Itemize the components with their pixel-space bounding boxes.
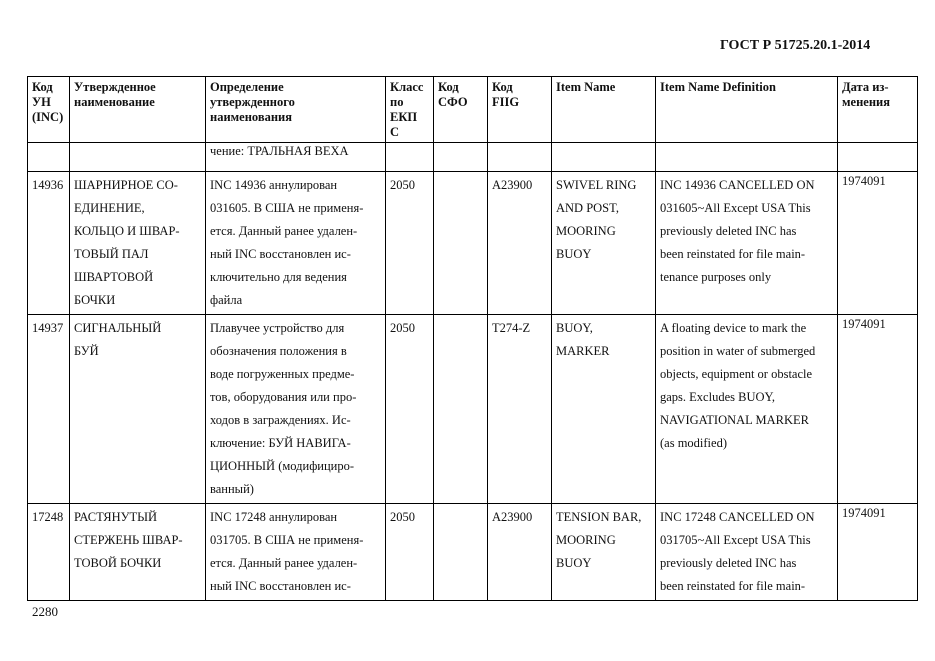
- col-header-item-name: Item Name: [552, 77, 656, 143]
- item-name-cell: BUOY, MARKER: [552, 315, 656, 504]
- definition-cell: INC 14936 аннулирован 031605. В США не применя- ется. Данный ранее удален- ный INC восстановлен ис- ключительно для ведения файла: [206, 172, 386, 315]
- approved-name-cell: РАСТЯНУТЫЙ СТЕРЖЕНЬ ШВАР- ТОВОЙ БОЧКИ: [70, 504, 206, 601]
- sfo-cell: [434, 172, 488, 315]
- definition-cell: Плавучее устройство для обозначения положения в воде погруженных предме- тов, оборудования или про- ходов в заграждениях. Ис- ключение: БУЙ НАВИГА- ЦИОННЫЙ (модифициро- ванный): [206, 315, 386, 504]
- class-cell: 2050: [386, 504, 434, 601]
- table-cell: [386, 143, 434, 172]
- table-row: [28, 315, 918, 504]
- standard-designation: ГОСТ Р 51725.20.1-2014: [720, 38, 871, 53]
- approved-name-cell: ШАРНИРНОЕ СО- ЕДИНЕНИЕ, КОЛЬЦО И ШВАР- ТОВЫЙ ПАЛ ШВАРТОВОЙ БОЧКИ: [70, 172, 206, 315]
- item-definition-cell: INC 17248 CANCELLED ON 031705~All Except USA This previously deleted INC has been reinstated for file main-: [656, 504, 838, 601]
- table-cell: [838, 143, 918, 172]
- table-cell: [28, 143, 70, 172]
- table-cell: чение: ТРАЛЬНАЯ ВЕХА: [206, 143, 386, 172]
- item-name-cell: TENSION BAR, MOORING BUOY: [552, 504, 656, 601]
- class-cell: 2050: [386, 172, 434, 315]
- page-number: 2280: [32, 604, 58, 619]
- item-name-cell: SWIVEL RING AND POST, MOORING BUOY: [552, 172, 656, 315]
- table-cell: [434, 143, 488, 172]
- inc-cell: 14936: [28, 172, 70, 315]
- col-header-inc: Код УН (INC): [28, 77, 70, 143]
- date-cell: 1974091: [838, 315, 918, 504]
- col-header-fiig: Код FIIG: [488, 77, 552, 143]
- inc-table: [27, 76, 918, 601]
- col-header-class: Класс по ЕКП С: [386, 77, 434, 143]
- table-header-row: [28, 77, 918, 143]
- table-cell: [488, 143, 552, 172]
- approved-name-cell: СИГНАЛЬНЫЙ БУЙ: [70, 315, 206, 504]
- sfo-cell: [434, 504, 488, 601]
- col-header-definition: Определение утвержденного наименования: [206, 77, 386, 143]
- date-cell: 1974091: [838, 172, 918, 315]
- date-cell: 1974091: [838, 504, 918, 601]
- table-row: [28, 172, 918, 315]
- item-definition-cell: INC 14936 CANCELLED ON 031605~All Except USA This previously deleted INC has been reinstated for file main- tenance purposes only: [656, 172, 838, 315]
- fiig-cell: A23900: [488, 172, 552, 315]
- table-row-continuation: [28, 143, 918, 172]
- class-cell: 2050: [386, 315, 434, 504]
- fiig-cell: T274-Z: [488, 315, 552, 504]
- inc-cell: 17248: [28, 504, 70, 601]
- sfo-cell: [434, 315, 488, 504]
- col-header-approved-name: Утвержденное наименование: [70, 77, 206, 143]
- table-cell: [70, 143, 206, 172]
- col-header-sfo: Код СФО: [434, 77, 488, 143]
- col-header-item-definition: Item Name Definition: [656, 77, 838, 143]
- inc-cell: 14937: [28, 315, 70, 504]
- table-cell: [656, 143, 838, 172]
- definition-cell: INC 17248 аннулирован 031705. В США не применя- ется. Данный ранее удален- ный INC восстановлен ис-: [206, 504, 386, 601]
- table-row: [28, 504, 918, 601]
- col-header-date: Дата из- менения: [838, 77, 918, 143]
- table-cell: [552, 143, 656, 172]
- fiig-cell: A23900: [488, 504, 552, 601]
- item-definition-cell: A floating device to mark the position in water of submerged objects, equipment or obstacle gaps. Excludes BUOY, NAVIGATIONAL MARKER (as modified): [656, 315, 838, 504]
